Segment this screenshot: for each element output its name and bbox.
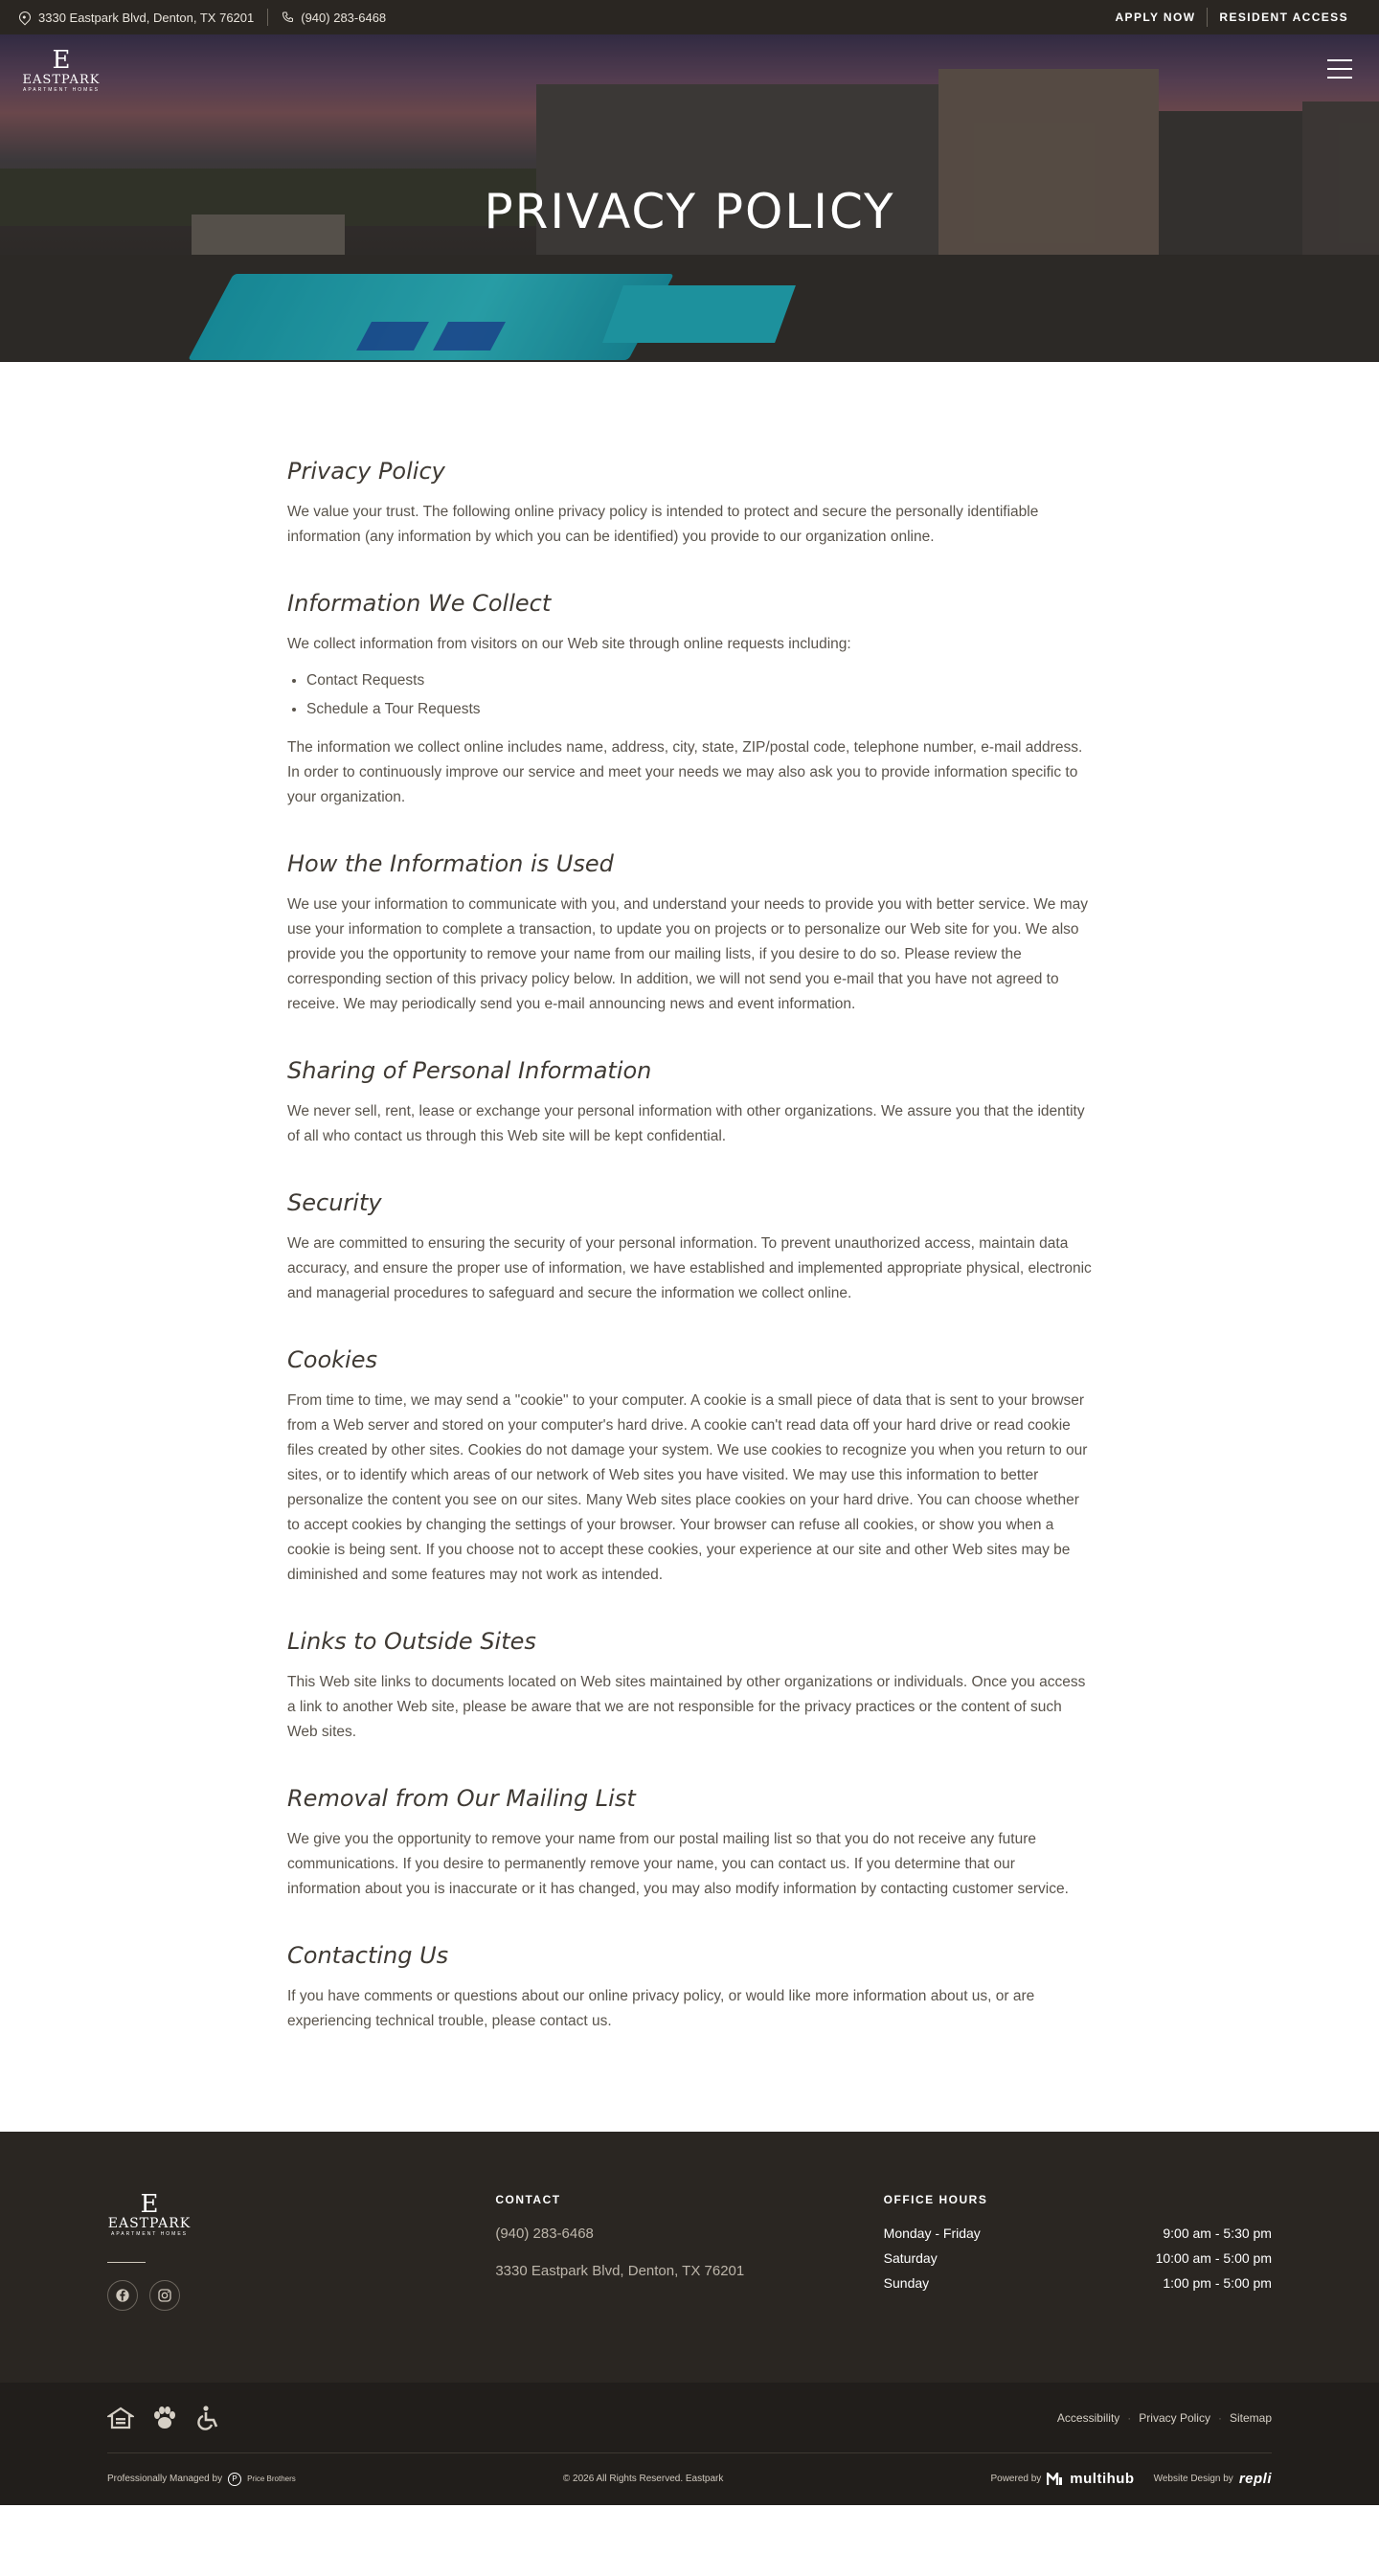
- office-hours-heading: OFFICE HOURS: [883, 2193, 988, 2206]
- footer-divider: [107, 2262, 146, 2263]
- hours-row: [884, 2250, 1272, 2266]
- section-heading: Contacting Us: [287, 1942, 449, 1969]
- policy-section: [287, 590, 1092, 810]
- policy-section: [287, 850, 1092, 1017]
- hero-banner: [0, 34, 1379, 362]
- footer-hours: [884, 2193, 1272, 2383]
- policy-section: [287, 458, 1092, 550]
- section-paragraph: We value your trust. The following online privacy policy is intended to protect and secure the personally identifiable information (any information by which you can be identified) you provide to our organization online.: [287, 504, 1039, 545]
- footer-link-privacy-policy[interactable]: Privacy Policy: [1139, 2410, 1210, 2425]
- page-title: PRIVACY POLICY: [484, 184, 895, 239]
- privacy-content: [287, 362, 1092, 2132]
- policy-section: [287, 1057, 1092, 1149]
- section-paragraph: We give you the opportunity to remove your name from our postal mailing list so that you do not receive any future communications. If you desire to permanently remove your name, you can contact us. If you determine that our information about you is inaccurate or it has changed, you may also modify information by contacting customer service.: [287, 1831, 1069, 1897]
- hours-day: Saturday: [883, 2250, 938, 2266]
- section-paragraph: The information we collect online includes name, address, city, state, ZIP/postal code, telephone number, e-mail address. In order to continuously improve our service and meet your needs we may also ask you to provide information specific to your organization.: [287, 739, 1083, 805]
- topbar-divider: [267, 9, 268, 26]
- logo-tagline: APARTMENT HOMES: [22, 87, 100, 93]
- policy-section: [287, 1942, 1092, 2034]
- footer-logo[interactable]: [107, 2190, 192, 2237]
- topbar-address[interactable]: [19, 11, 254, 25]
- contact-heading: CONTACT: [495, 2193, 561, 2206]
- policy-section: [287, 1189, 1092, 1306]
- topbar-phone[interactable]: [282, 11, 386, 25]
- hours-time: 9:00 am - 5:30 pm: [1163, 2226, 1272, 2241]
- logo-name: EASTPARK: [107, 2216, 192, 2231]
- hours-time: 1:00 pm - 5:00 pm: [1163, 2275, 1272, 2291]
- pet-friendly-icon: [151, 2406, 178, 2430]
- hours-day: Sunday: [883, 2275, 930, 2291]
- hours-row: [884, 2226, 1272, 2241]
- hours-time: 10:00 am - 5:00 pm: [1155, 2250, 1272, 2266]
- section-heading: Cookies: [287, 1346, 377, 1373]
- list-item: • Contact Requests: [306, 667, 1092, 695]
- section-paragraph: We collect information from visitors on our Web site through online requests including:: [287, 636, 851, 652]
- section-paragraph: We never sell, rent, lease or exchange your personal information with other organizations. We assure you that the identity of all who contact us through this Web site will be kept confidential.: [287, 1103, 1085, 1144]
- link-separator: ·: [1217, 2410, 1222, 2425]
- menu-icon[interactable]: [1327, 59, 1352, 79]
- accessibility-icon: [195, 2405, 222, 2431]
- logo-mark: E: [140, 2190, 159, 2219]
- footer-bottom: [0, 2383, 1379, 2505]
- footer-brand: [107, 2190, 495, 2383]
- section-heading: Privacy Policy: [287, 458, 445, 485]
- section-paragraph: We are committed to ensuring the security of your personal information. To prevent unauthorized access, maintain data accuracy, and ensure the proper use of information, we have established and implemented appropriate physical, electronic and managerial procedures to safeguard and secure the information we collect online.: [287, 1235, 1092, 1301]
- section-heading: Removal from Our Mailing List: [287, 1785, 636, 1812]
- powered-brand: multihub: [1070, 2471, 1135, 2487]
- top-bar: [0, 0, 1379, 34]
- section-paragraph: If you have comments or questions about our online privacy policy, or would like more information about us, or are experiencing technical trouble, please contact us.: [287, 1988, 1035, 2029]
- section-paragraph: We use your information to communicate with you, and understand your needs to provide you with better service. We may use your information to complete a transaction, to update you on projects or to personalize our Web site for you. We also provide you the opportunity to remove your name from our mailing lists, if you desire to do so. Please review the corresponding section of this privacy policy below. In addition, we will not send you e-mail that you have not agreed to receive. We may periodically send you e-mail announcing news and event information.: [287, 896, 1088, 1012]
- section-heading: Security: [287, 1189, 382, 1216]
- powered-by[interactable]: [990, 2471, 1134, 2487]
- topbar-phone-text: (940) 283-6468: [301, 10, 387, 25]
- section-heading: Information We Collect: [287, 590, 552, 617]
- design-by-label: Website Design by: [1153, 2474, 1233, 2484]
- manager-name: Price Brothers: [247, 2474, 296, 2483]
- facebook-icon[interactable]: [107, 2280, 138, 2311]
- footer-link-sitemap[interactable]: Sitemap: [1229, 2410, 1272, 2425]
- logo-mark: E: [52, 46, 71, 75]
- map-pin-icon: [17, 10, 34, 26]
- policy-section: [287, 1346, 1092, 1588]
- powered-by-label: Powered by: [990, 2474, 1042, 2484]
- logo-name: EASTPARK: [22, 73, 101, 87]
- logo-tagline: APARTMENT HOMES: [110, 2231, 188, 2237]
- footer-contact: [495, 2193, 883, 2383]
- topbar-address-text: 3330 Eastpark Blvd, Denton, TX 76201: [38, 10, 255, 25]
- site-logo[interactable]: [19, 48, 103, 93]
- multihub-logo-icon: [1047, 2473, 1064, 2486]
- policy-section: [287, 1785, 1092, 1902]
- price-brothers-logo-icon: P: [228, 2473, 241, 2486]
- section-paragraph: From time to time, we may send a "cookie" to your computer. A cookie is a small piece of data that is sent to your browser from a Web server and stored on your computer's hard drive. A cookie can't read data off your hard drive or read cookie files created by other sites. Cookies do not damage your system. We use cookies to recognize you when you return to our sites, or to identify which areas of our network of Web sites you have visited. We may use this information to better personalize the content you see on our sites. Many Web sites place cookies on your hard drive. You can choose whether to accept cookies by changing the settings of your browser. Your browser can refuse all cookies, or show you when a cookie is being sent. If you choose not to accept these cookies, your experience at our site and other Web sites may be diminished and some features may not work as intended.: [287, 1392, 1088, 1583]
- phone-icon: [282, 11, 293, 23]
- link-separator: ·: [1127, 2410, 1132, 2425]
- footer: [0, 2132, 1379, 2383]
- design-brand: repli: [1238, 2471, 1272, 2487]
- footer-address-link[interactable]: 3330 Eastpark Blvd, Denton, TX 76201: [495, 2263, 745, 2279]
- instagram-icon[interactable]: [149, 2280, 180, 2311]
- list-item: • Schedule a Tour Requests: [306, 695, 1092, 724]
- equal-housing-icon: [107, 2407, 134, 2429]
- apply-now-link[interactable]: APPLY NOW: [1115, 11, 1196, 24]
- section-heading: How the Information is Used: [287, 850, 614, 877]
- managed-by[interactable]: [107, 2473, 296, 2486]
- design-by[interactable]: [1154, 2471, 1272, 2487]
- section-heading: Sharing of Personal Information: [287, 1057, 652, 1084]
- hours-row: [884, 2275, 1272, 2291]
- hours-day: Monday - Friday: [883, 2226, 981, 2241]
- resident-access-link[interactable]: RESIDENT ACCESS: [1219, 11, 1348, 24]
- managed-by-label: Professionally Managed by: [107, 2474, 223, 2484]
- footer-phone-link[interactable]: (940) 283-6468: [495, 2226, 594, 2242]
- section-paragraph: This Web site links to documents located on Web sites maintained by other organizations or individuals. Once you access a link to another Web site, please be aware that we are not responsible for the privacy practices or the content of such Web sites.: [287, 1674, 1086, 1740]
- section-heading: Links to Outside Sites: [287, 1628, 536, 1655]
- footer-link-accessibility[interactable]: Accessibility: [1056, 2410, 1120, 2425]
- copyright-text: © 2026 All Rights Reserved. Eastpark: [562, 2474, 724, 2484]
- policy-section: [287, 1628, 1092, 1745]
- section-list: [306, 667, 1092, 724]
